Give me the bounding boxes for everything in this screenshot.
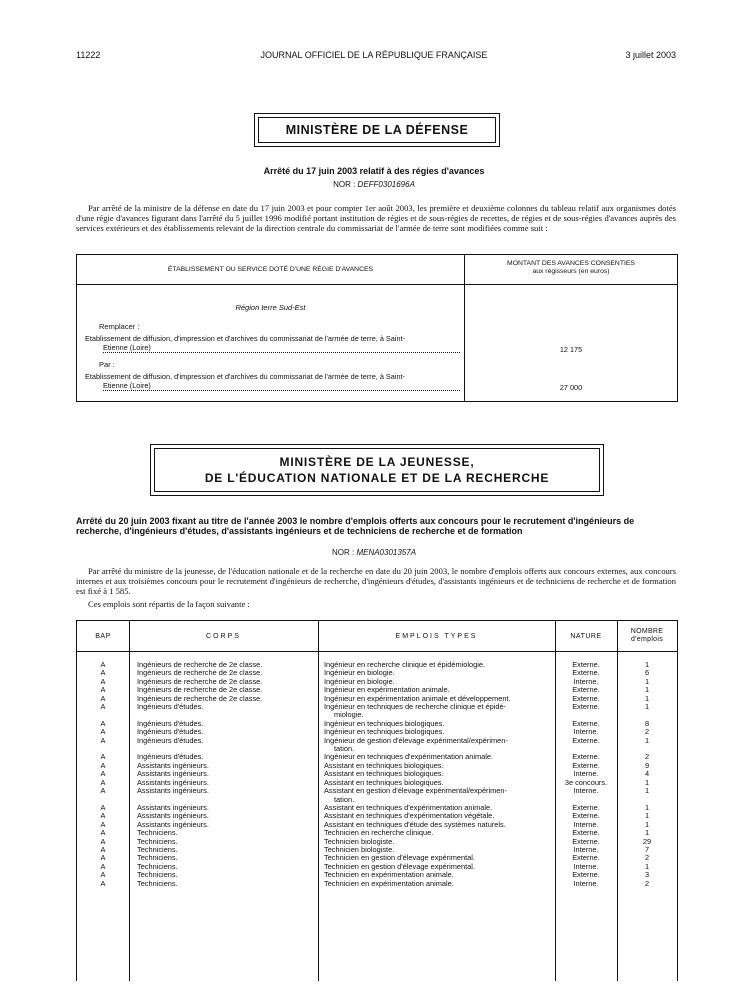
cell-emploi: Technicien en expérimentation animale. bbox=[324, 870, 454, 880]
table-row bbox=[77, 737, 677, 754]
cell-emploi: Assistant en techniques biologiques. bbox=[324, 769, 444, 779]
cell-nombre: 7 bbox=[644, 844, 650, 854]
cell-nature: Externe. bbox=[572, 811, 600, 821]
cell-nature: Interne. bbox=[573, 676, 599, 686]
cell-nombre: 1 bbox=[644, 702, 650, 712]
cell-emploi bbox=[318, 787, 555, 804]
cell-nombre: 4 bbox=[644, 769, 650, 779]
col-header-emplois: EMPLOIS TYPES bbox=[395, 632, 478, 640]
cell-corps: Assistants ingénieurs. bbox=[137, 777, 209, 787]
cell-bap: A bbox=[100, 693, 106, 703]
cell-corps: Ingénieurs d'études. bbox=[137, 735, 204, 745]
cell-corps: Techniciens. bbox=[137, 836, 178, 846]
cell-nature: Externe. bbox=[572, 853, 600, 863]
paragraph-2: Par arrêté du ministre de la jeunesse, de l'éducation nationale et de la recherche en date du 20 juin 2003, le nombre d'emplois offerts aux concours externes, aux concours internes et aux troisièmes concours pour le recrutement d'ingénieurs de recherche, d'ingénieurs d'études, d'assistants ingénieurs et de techniciens de recherche et de formation est fixé à 1 585. bbox=[76, 566, 676, 596]
cell-emploi: Assistant en techniques d'étude des systèmes naturels. bbox=[324, 819, 506, 829]
cell-nature: Externe. bbox=[572, 693, 600, 703]
ministry-title-defense: MINISTÈRE DE LA DÉFENSE bbox=[258, 117, 496, 143]
cell-emploi: Ingénieur en techniques biologiques. bbox=[324, 727, 445, 737]
cell-bap: A bbox=[100, 870, 106, 880]
table-row bbox=[77, 703, 677, 720]
arrete-title-1: Arrêté du 17 juin 2003 relatif à des régies d'avances bbox=[263, 166, 485, 176]
cell-emploi: Ingénieur en recherche clinique et épidémiologie. bbox=[324, 660, 486, 669]
cell-nombre: 6 bbox=[644, 668, 650, 678]
cell-nombre: 1 bbox=[644, 819, 650, 829]
by-line1: Etablissement de diffusion, d'impression et d'archives du commissariat de l'armée de terre, à Saint- bbox=[85, 372, 405, 381]
cell-corps: Assistants ingénieurs. bbox=[137, 819, 209, 829]
cell-corps: Ingénieurs de recherche de 2e classe. bbox=[137, 676, 263, 686]
journal-title: JOURNAL OFFICIEL DE LA RÉPUBLIQUE FRANÇAISE bbox=[260, 50, 488, 60]
cell-nature: Externe. bbox=[572, 828, 600, 838]
cell-bap: A bbox=[100, 819, 106, 829]
cell-corps: Ingénieurs de recherche de 2e classe. bbox=[137, 660, 263, 669]
cell-bap: A bbox=[100, 668, 106, 678]
cell-emploi: Assistant en techniques d'expérimentation animale. bbox=[324, 802, 493, 812]
cell-nature: Externe. bbox=[572, 685, 600, 695]
by-amount: 27 000 bbox=[559, 383, 583, 392]
col-header-nature: NATURE bbox=[570, 632, 602, 640]
col-header-bap: BAP bbox=[95, 632, 111, 640]
cell-corps: Techniciens. bbox=[137, 828, 178, 838]
cell-corps: Assistants ingénieurs. bbox=[137, 760, 209, 770]
page-number: 11222 bbox=[76, 50, 101, 60]
cell-corps: Assistants ingénieurs. bbox=[137, 786, 209, 796]
cell-emploi: Technicien biologiste. bbox=[324, 836, 395, 846]
cell-nature: Externe. bbox=[572, 668, 600, 678]
cell-nature: Interne. bbox=[573, 727, 599, 737]
cell-bap: A bbox=[100, 786, 106, 796]
cell-emploi-line2: miologie. bbox=[334, 710, 364, 720]
cell-nombre: 1 bbox=[644, 777, 650, 787]
cell-nature: Interne. bbox=[573, 819, 599, 829]
cell-emploi: Technicien en gestion d'élevage expérimental. bbox=[324, 861, 475, 871]
cell-emploi-line1: Ingénieur de gestion d'élevage expérimental/expérimen- bbox=[324, 735, 508, 745]
cell-nature: Externe. bbox=[572, 718, 600, 728]
by-line2-text: Etienne (Loire) bbox=[103, 381, 151, 390]
cell-nombre: 1 bbox=[644, 861, 650, 871]
table-row bbox=[77, 787, 677, 804]
cell-bap: A bbox=[100, 878, 106, 888]
nor-value-1: DEFF0301696A bbox=[357, 180, 415, 189]
cell-corps: Ingénieurs d'études. bbox=[137, 718, 204, 728]
cell-emploi: Technicien en gestion d'élevage expérimental. bbox=[324, 853, 475, 863]
cell-bap: A bbox=[100, 836, 106, 846]
cell-emploi: Assistant en techniques biologiques. bbox=[324, 760, 444, 770]
cell-bap: A bbox=[100, 811, 106, 821]
cell-corps: Ingénieurs de recherche de 2e classe. bbox=[137, 693, 263, 703]
page-date: 3 juillet 2003 bbox=[625, 50, 676, 60]
cell-corps: Techniciens. bbox=[137, 878, 178, 888]
region-label: Région terre Sud-Est bbox=[235, 303, 306, 312]
ministry-title-education-line2: DE L'ÉDUCATION NATIONALE ET DE LA RECHERCHE bbox=[204, 471, 550, 485]
cell-nombre: 3 bbox=[644, 870, 650, 880]
regie-col2-subheader: aux régisseurs (en euros) bbox=[532, 268, 610, 275]
cell-nombre: 2 bbox=[644, 727, 650, 737]
cell-bap: A bbox=[100, 861, 106, 871]
emplois-rows bbox=[77, 661, 677, 888]
paragraph-2b: Ces emplois sont répartis de la façon suivante : bbox=[88, 599, 250, 609]
cell-corps: Techniciens. bbox=[137, 844, 178, 854]
cell-nature: Externe. bbox=[572, 870, 600, 880]
cell-nombre: 1 bbox=[644, 828, 650, 838]
cell-emploi: Ingénieur en expérimentation animale et développement. bbox=[324, 693, 511, 703]
cell-bap: A bbox=[100, 660, 106, 669]
regie-table bbox=[76, 254, 678, 402]
cell-corps: Techniciens. bbox=[137, 861, 178, 871]
cell-nombre: 1 bbox=[644, 685, 650, 695]
cell-emploi: Assistant en techniques biologiques. bbox=[324, 777, 444, 787]
cell-emploi: Technicien biologiste. bbox=[324, 844, 395, 854]
cell-corps: Assistants ingénieurs. bbox=[137, 802, 209, 812]
cell-corps: Assistants ingénieurs. bbox=[137, 769, 209, 779]
cell-bap: A bbox=[100, 702, 106, 712]
cell-emploi-line2: tation. bbox=[334, 744, 355, 754]
replace-label: Remplacer : bbox=[99, 322, 140, 331]
cell-nature: Interne. bbox=[573, 786, 599, 796]
cell-emploi: Ingénieur en biologie. bbox=[324, 668, 395, 678]
cell-bap: A bbox=[100, 676, 106, 686]
cell-emploi-line1: Ingénieur en techniques de recherche clinique et épidé- bbox=[324, 702, 507, 712]
arrete-title-2: Arrêté du 20 juin 2003 fixant au titre de l'année 2003 le nombre d'emplois offerts aux concours pour le recrutement d'ingénieurs de recherche, d'ingénieurs d'études, d'assistants ingénieurs et de techniciens de recherche et de formation bbox=[76, 516, 635, 536]
nor-label-1: NOR : bbox=[333, 180, 356, 189]
cell-nombre: 1 bbox=[644, 676, 650, 686]
cell-bap: A bbox=[100, 777, 106, 787]
regie-col1-header: ÉTABLISSEMENT OU SERVICE DOTÉ D'UNE RÉGIE D'AVANCES bbox=[167, 266, 374, 273]
cell-bap: A bbox=[100, 685, 106, 695]
table-row bbox=[77, 880, 677, 888]
cell-nature: 3e concours. bbox=[564, 777, 608, 787]
cell-nature: Externe. bbox=[572, 836, 600, 846]
cell-emploi: Ingénieur en techniques biologiques. bbox=[324, 718, 445, 728]
cell-nombre: 1 bbox=[644, 802, 650, 812]
cell-nombre: 2 bbox=[644, 752, 650, 762]
ministry-title-education bbox=[154, 448, 600, 492]
cell-bap: A bbox=[100, 718, 106, 728]
cell-nombre: 9 bbox=[644, 760, 650, 770]
cell-bap: A bbox=[100, 844, 106, 854]
replace-line2 bbox=[103, 343, 460, 353]
emplois-table bbox=[76, 620, 678, 981]
cell-emploi: Assistant en techniques d'expérimentation végétale. bbox=[324, 811, 495, 821]
cell-emploi: Technicien en recherche clinique. bbox=[324, 828, 434, 838]
cell-bap: A bbox=[100, 752, 106, 762]
cell-corps: Ingénieurs d'études. bbox=[137, 702, 204, 712]
nor-value-2: MENA0301357A bbox=[356, 548, 417, 557]
nor-label-2: NOR : bbox=[331, 548, 355, 557]
by-line2 bbox=[103, 381, 460, 391]
cell-nombre: 2 bbox=[644, 878, 650, 888]
cell-corps: Ingénieurs de recherche de 2e classe. bbox=[137, 668, 263, 678]
cell-nombre: 29 bbox=[642, 836, 652, 846]
cell-nature: Interne. bbox=[573, 844, 599, 854]
cell-nombre: 1 bbox=[644, 735, 650, 745]
cell-nature: Externe. bbox=[572, 752, 600, 762]
cell-nature: Externe. bbox=[572, 735, 600, 745]
cell-nombre: 1 bbox=[644, 693, 650, 703]
cell-nature: Interne. bbox=[573, 878, 599, 888]
cell-bap: A bbox=[100, 760, 106, 770]
regie-col2-header: MONTANT DES AVANCES CONSENTIES bbox=[507, 260, 635, 267]
cell-nature: Externe. bbox=[572, 660, 600, 669]
cell-nombre: 1 bbox=[644, 811, 650, 821]
col-header-nombre-line2: d'emplois bbox=[630, 636, 664, 643]
cell-emploi bbox=[318, 703, 555, 720]
cell-bap: A bbox=[100, 802, 106, 812]
cell-nature: Externe. bbox=[572, 702, 600, 712]
cell-nombre: 2 bbox=[644, 853, 650, 863]
cell-bap: A bbox=[100, 769, 106, 779]
cell-corps: Techniciens. bbox=[137, 870, 178, 880]
cell-corps: Techniciens. bbox=[137, 853, 178, 863]
cell-bap: A bbox=[100, 727, 106, 737]
cell-bap: A bbox=[100, 853, 106, 863]
cell-nature: Externe. bbox=[572, 760, 600, 770]
replace-line2-text: Etienne (Loire) bbox=[103, 343, 151, 352]
cell-emploi: Ingénieur en expérimentation animale. bbox=[324, 685, 450, 695]
cell-nature: Externe. bbox=[572, 802, 600, 812]
cell-bap: A bbox=[100, 735, 106, 745]
nor-1 bbox=[0, 180, 748, 189]
cell-nature: Interne. bbox=[573, 861, 599, 871]
cell-nombre: 8 bbox=[644, 718, 650, 728]
cell-emploi: Ingénieur en techniques d'expérimentation animale. bbox=[324, 752, 494, 762]
col-header-nombre-line1: NOMBRE bbox=[630, 628, 664, 635]
cell-corps: Assistants ingénieurs. bbox=[137, 811, 209, 821]
replace-amount: 12 175 bbox=[559, 345, 583, 354]
replace-line1: Etablissement de diffusion, d'impression et d'archives du commissariat de l'armée de terre, à Saint- bbox=[85, 334, 405, 343]
cell-nature: Interne. bbox=[573, 769, 599, 779]
paragraph-1: Par arrêté de la ministre de la défense en date du 17 juin 2003 et pour compter 1er août 2003, les première et deuxième colonnes du tableau relatif aux organismes dotés d'une régie d'avances figurant dans l'arrêté du 5 juillet 1996 modifié portant institution de régies et de sous-régies de recettes, de régies et de sous-régies d'avances auprès des services extérieurs et des établissements relevant de la direction centrale du commissariat de l'armée de terre sont modifiées comme suit : bbox=[76, 203, 676, 233]
cell-corps: Ingénieurs d'études. bbox=[137, 727, 204, 737]
by-label: Par : bbox=[99, 360, 115, 369]
cell-corps: Ingénieurs d'études. bbox=[137, 752, 204, 762]
cell-emploi-line2: tation. bbox=[334, 794, 355, 804]
cell-emploi-line1: Assistant en gestion d'élevage expérimental/expérimen- bbox=[324, 786, 507, 796]
cell-nombre: 1 bbox=[644, 786, 650, 796]
nor-2 bbox=[0, 548, 748, 557]
cell-emploi: Technicien en expérimentation animale. bbox=[324, 878, 454, 888]
ministry-title-education-line1: MINISTÈRE DE LA JEUNESSE, bbox=[279, 455, 475, 469]
cell-bap: A bbox=[100, 828, 106, 838]
cell-nombre: 1 bbox=[644, 660, 650, 669]
cell-emploi bbox=[318, 737, 555, 754]
col-header-nombre bbox=[617, 621, 677, 651]
col-header-corps: CORPS bbox=[206, 632, 241, 640]
cell-emploi: Ingénieur en biologie. bbox=[324, 676, 395, 686]
cell-corps: Ingénieurs de recherche de 2e classe. bbox=[137, 685, 263, 695]
